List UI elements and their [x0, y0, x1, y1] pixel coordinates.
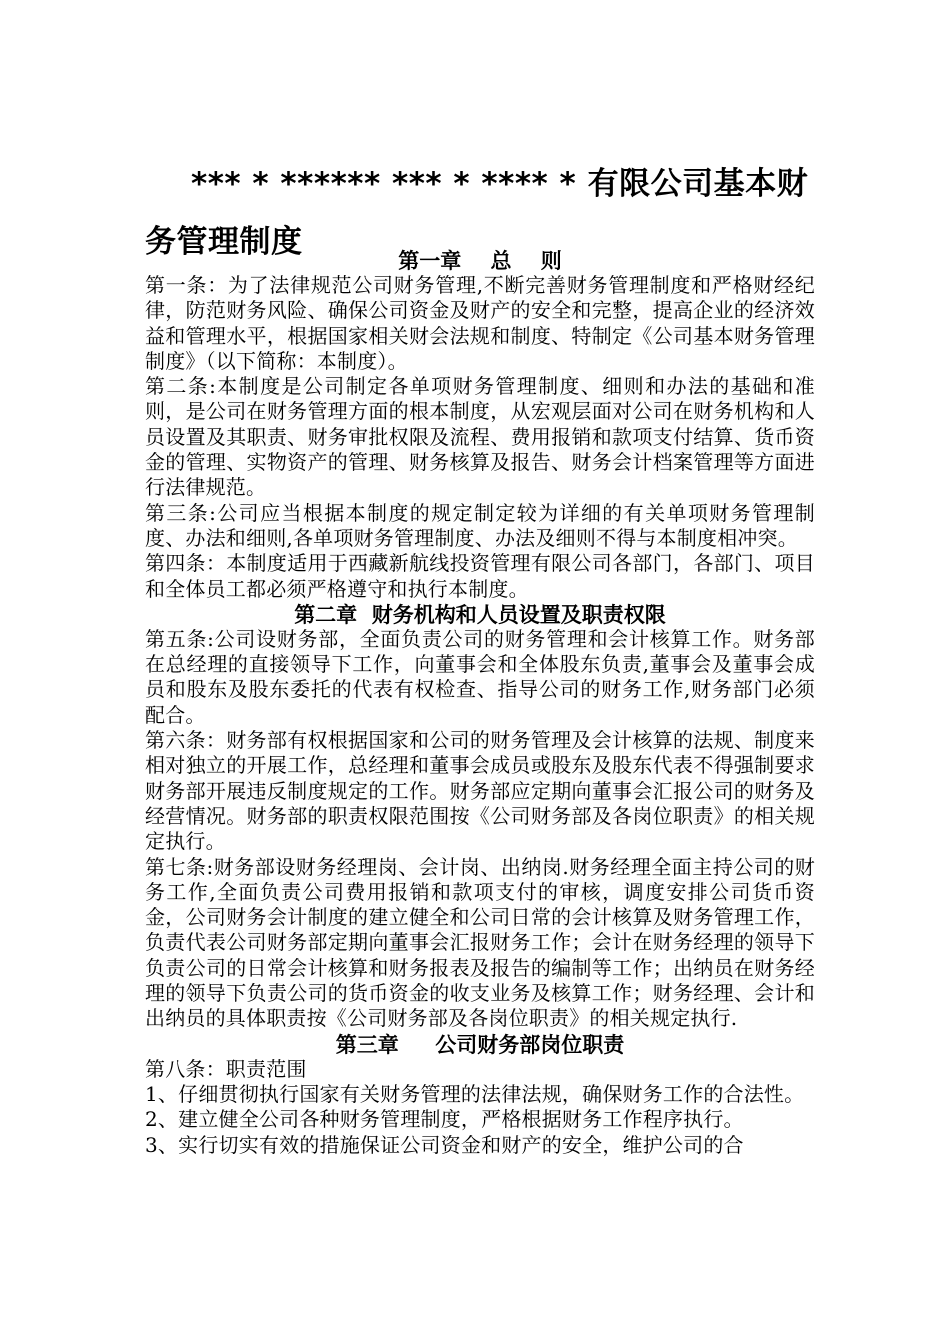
- chapter-heading: 第一章 总 则: [398, 248, 562, 273]
- article-paragraph: 第四条：本制度适用于西藏新航线投资管理有限公司各部门，各部门、项目和全体员工都必须严格遵守和执行本制度。: [145, 551, 815, 601]
- list-item: 2、建立健全公司各种财务管理制度，严格根据财务工作程序执行。: [145, 1107, 744, 1132]
- article-paragraph: 第二条:本制度是公司制定各单项财务管理制度、细则和办法的基础和准则，是公司在财务管理方面的根本制度，从宏观层面对公司在财务机构和人员设置及其职责、财务审批权限及流程、费用报销和款项支付结算、货币资金的管理、实物资产的管理、财务核算及报告、财务会计档案管理等方面进行法律规范。: [145, 374, 815, 500]
- list-item: 1、仔细贯彻执行国家有关财务管理的法律法规，确保财务工作的合法性。: [145, 1081, 805, 1106]
- document-body: [145, 248, 815, 1158]
- chapter-heading: 第二章 财务机构和人员设置及职责权限: [294, 601, 666, 627]
- article-paragraph: 第七条:财务部设财务经理岗、会计岗、出纳岗.财务经理全面主持公司的财务工作,全面负责公司费用报销和款项支付的审核，调度安排公司货币资金，公司财务会计制度的建立健全和公司日常的会计核算及财务管理工作，负责代表公司财务部定期向董事会汇报财务工作；会计在财务经理的领导下负责公司的日常会计核算和财务报表及报告的编制等工作；出纳员在财务经理的领导下负责公司的货币资金的收支业务及核算工作；财务经理、会计和出纳员的具体职责按《公司财务部及各岗位职责》的相关规定执行.: [145, 854, 815, 1031]
- document-title: *** * ****** *** * **** * 有限公司基本财务管理制度: [145, 166, 809, 260]
- article-paragraph: 第三条:公司应当根据本制度的规定制定较为详细的有关单项财务管理制度、办法和细则,各单项财务管理制度、办法及细则不得与本制度相冲突。: [145, 500, 815, 550]
- article-paragraph: 第六条：财务部有权根据国家和公司的财务管理及会计核算的法规、制度来相对独立的开展工作，总经理和董事会成员或股东及股东代表不得强制要求财务部开展违反制度规定的工作。财务部应定期向董事会汇报公司的财务及经营情况。财务部的职责权限范围按《公司财务部及各岗位职责》的相关规定执行。: [145, 728, 815, 854]
- article-paragraph: 第五条:公司设财务部，全面负责公司的财务管理和会计核算工作。财务部在总经理的直接领导下工作，向董事会和全体股东负责,董事会及董事会成员和股东及股东委托的代表有权检查、指导公司的财务工作,财务部门必须配合。: [145, 626, 815, 727]
- chapter-heading: 第三章 公司财务部岗位职责: [335, 1031, 625, 1057]
- list-item: 3、实行切实有效的措施保证公司资金和财产的安全，维护公司的合: [145, 1132, 744, 1157]
- article-paragraph: 第一条：为了法律规范公司财务管理,不断完善财务管理制度和严格财经纪律，防范财务风险、确保公司资金及财产的安全和完整，提高企业的经济效益和管理水平，根据国家相关财会法规和制度、特制定《公司基本财务管理制度》（以下简称：本制度）。: [145, 273, 815, 373]
- article-paragraph: 第八条：职责范围: [145, 1056, 307, 1081]
